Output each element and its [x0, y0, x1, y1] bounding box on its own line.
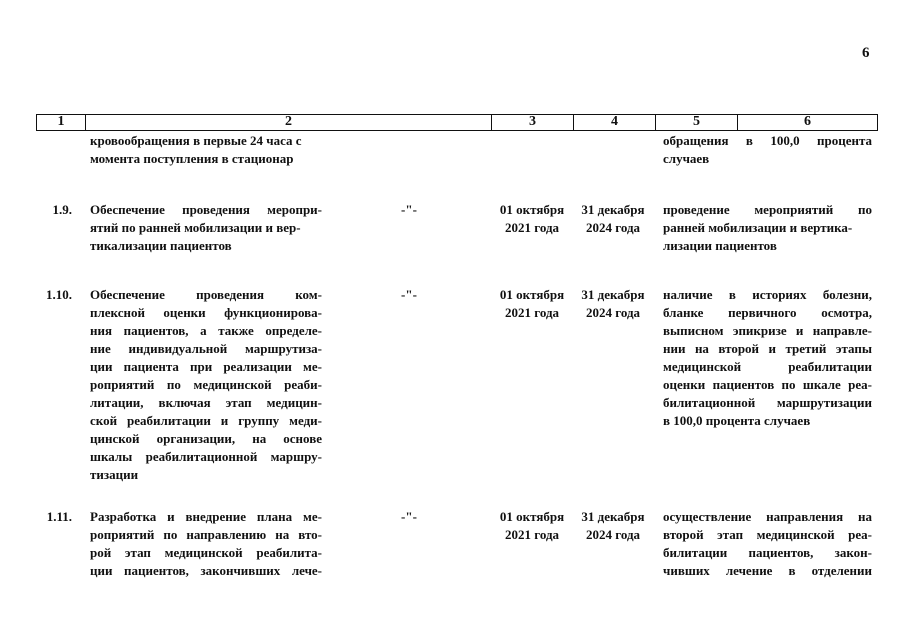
result-line: нии на второй и третий этапы — [663, 341, 872, 356]
start-date-line: 2021 года — [504, 220, 560, 235]
result-line: в 100,0 процента случаев — [663, 413, 811, 428]
result-line: наличие в историях болезни, — [663, 287, 872, 302]
result-line: бланке первичного осмотра, — [663, 305, 872, 320]
description-line: ции пациентов, закончивших лече- — [90, 563, 322, 578]
ditto-mark: -"- — [401, 287, 417, 302]
start-date-line: 2021 года — [504, 527, 560, 542]
end-date-line: 2024 года — [585, 305, 641, 320]
column-header-6: 6 — [804, 114, 811, 129]
description-line: тизации — [90, 467, 139, 482]
row-description — [90, 201, 322, 255]
row-description — [90, 508, 322, 580]
column-header-5: 5 — [656, 115, 738, 130]
description-line: шкалы реабилитационной маршру- — [90, 449, 322, 464]
description-line: литации, включая этап медицин- — [90, 395, 322, 410]
ditto-mark: -"- — [401, 202, 417, 217]
end-date — [576, 201, 650, 237]
row-number: 1.9. — [52, 202, 72, 217]
description-line: роприятий по медицинской реаби- — [90, 377, 322, 392]
description-line: рой этап медицинской реабилита- — [90, 545, 322, 560]
end-date — [576, 508, 650, 544]
result-line: оценки пациентов по шкале реа- — [663, 377, 872, 392]
start-date — [492, 508, 572, 544]
result-line: ранней мобилизации и вертика- — [663, 220, 853, 235]
row-result — [663, 508, 872, 580]
row-result — [663, 286, 872, 430]
result-line: проведение мероприятий по — [663, 202, 872, 217]
description-line: цинской организации, на основе — [90, 431, 322, 446]
description-line: Обеспечение проведения ком- — [90, 287, 322, 302]
description-line: ции пациента при реализации ме- — [90, 359, 322, 374]
column-header-1: 1 — [37, 115, 86, 130]
end-date-line: 2024 года — [585, 527, 641, 542]
description-line: момента поступления в стационар — [90, 151, 294, 166]
result-line: билитационной маршрутизации — [663, 395, 872, 410]
row-description — [90, 132, 322, 168]
result-line: лизации пациентов — [663, 238, 777, 253]
end-date-line: 2024 года — [585, 220, 641, 235]
result-line: билитации пациентов, закон- — [663, 545, 872, 560]
result-line: второй этап медицинской реа- — [663, 527, 872, 542]
start-date-line: 01 октября — [499, 509, 565, 524]
page-number: 6 — [862, 45, 870, 61]
description-line: ятий по ранней мобилизации и вер- — [90, 220, 301, 235]
result-line: медицинской реабилитации — [663, 359, 872, 374]
start-date — [492, 201, 572, 237]
row-result — [663, 132, 872, 168]
description-line: Обеспечение проведения меропри- — [90, 202, 322, 217]
table-header-row — [36, 114, 878, 131]
row-description — [90, 286, 322, 484]
start-date-line: 01 октября — [499, 202, 565, 217]
description-line: плексной оценки функционирова- — [90, 305, 322, 320]
result-line: обращения в 100,0 процента — [663, 133, 872, 148]
start-date-line: 01 октября — [499, 287, 565, 302]
ditto-mark: -"- — [401, 509, 417, 524]
result-line: случаев — [663, 151, 710, 166]
description-line: Разработка и внедрение плана ме- — [90, 509, 322, 524]
row-result — [663, 201, 872, 255]
start-date-line: 2021 года — [504, 305, 560, 320]
row-number: 1.11. — [46, 509, 72, 524]
column-header-2: 2 — [86, 115, 492, 130]
description-line: роприятий по направлению на вто- — [90, 527, 322, 542]
description-line: ния пациентов, а также определе- — [90, 323, 322, 338]
start-date — [492, 286, 572, 322]
description-line: кровообращения в первые 24 часа с — [90, 133, 302, 148]
end-date-line: 31 декабря — [581, 287, 645, 302]
description-line: ние индивидуальной маршрутиза- — [90, 341, 322, 356]
description-line: тикализации пациентов — [90, 238, 232, 253]
row-number: 1.10. — [46, 287, 72, 302]
result-line: чивших лечение в отделении — [663, 563, 872, 578]
description-line: ской реабилитации и группу меди- — [90, 413, 322, 428]
end-date — [576, 286, 650, 322]
end-date-line: 31 декабря — [581, 509, 645, 524]
column-header-3: 3 — [492, 115, 574, 130]
result-line: осуществление направления на — [663, 509, 872, 524]
result-line: выписном эпикризе и направле- — [663, 323, 872, 338]
end-date-line: 31 декабря — [581, 202, 645, 217]
column-header-4: 4 — [574, 115, 656, 130]
